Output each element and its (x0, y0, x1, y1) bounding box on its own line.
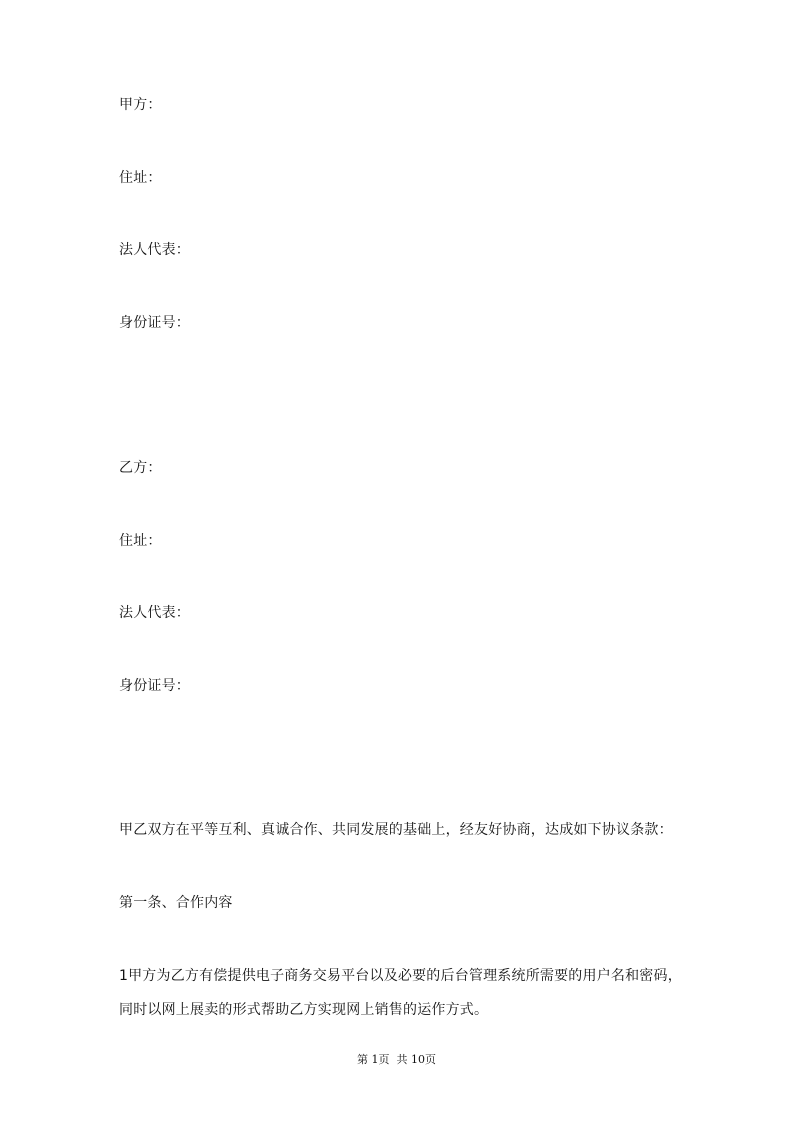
party-a-id-number: 身份证号： (119, 315, 190, 331)
clause-1-line-1: 1甲方为乙方有偿提供电子商务交易平台以及必要的后台管理系统所需要的用户名和密码， (119, 968, 682, 984)
total-pages: 10 (411, 1053, 425, 1066)
party-b-legal-rep: 法人代表： (119, 605, 190, 621)
page-suffix: 页 (425, 1053, 436, 1066)
party-a-legal-rep: 法人代表： (119, 242, 190, 258)
clause-1-line-2: 同时以网上展卖的形式帮助乙方实现网上销售的运作方式。 (119, 1002, 489, 1018)
party-b-id-number: 身份证号： (119, 678, 190, 694)
agreement-preamble: 甲乙双方在平等互利、真诚合作、共同发展的基础上，经友好协商，达成如下协议条款： (119, 822, 673, 838)
party-a-label: 甲方： (119, 97, 162, 113)
party-b-label: 乙方： (119, 460, 162, 476)
party-a-address: 住址： (119, 170, 162, 186)
article-1-title: 第一条、合作内容 (119, 895, 233, 911)
party-b-address: 住址： (119, 533, 162, 549)
page-mid: 页 共 (378, 1053, 411, 1066)
page-footer (0, 1052, 793, 1068)
page-number: 1 (371, 1053, 379, 1066)
page-prefix: 第 (357, 1053, 372, 1066)
